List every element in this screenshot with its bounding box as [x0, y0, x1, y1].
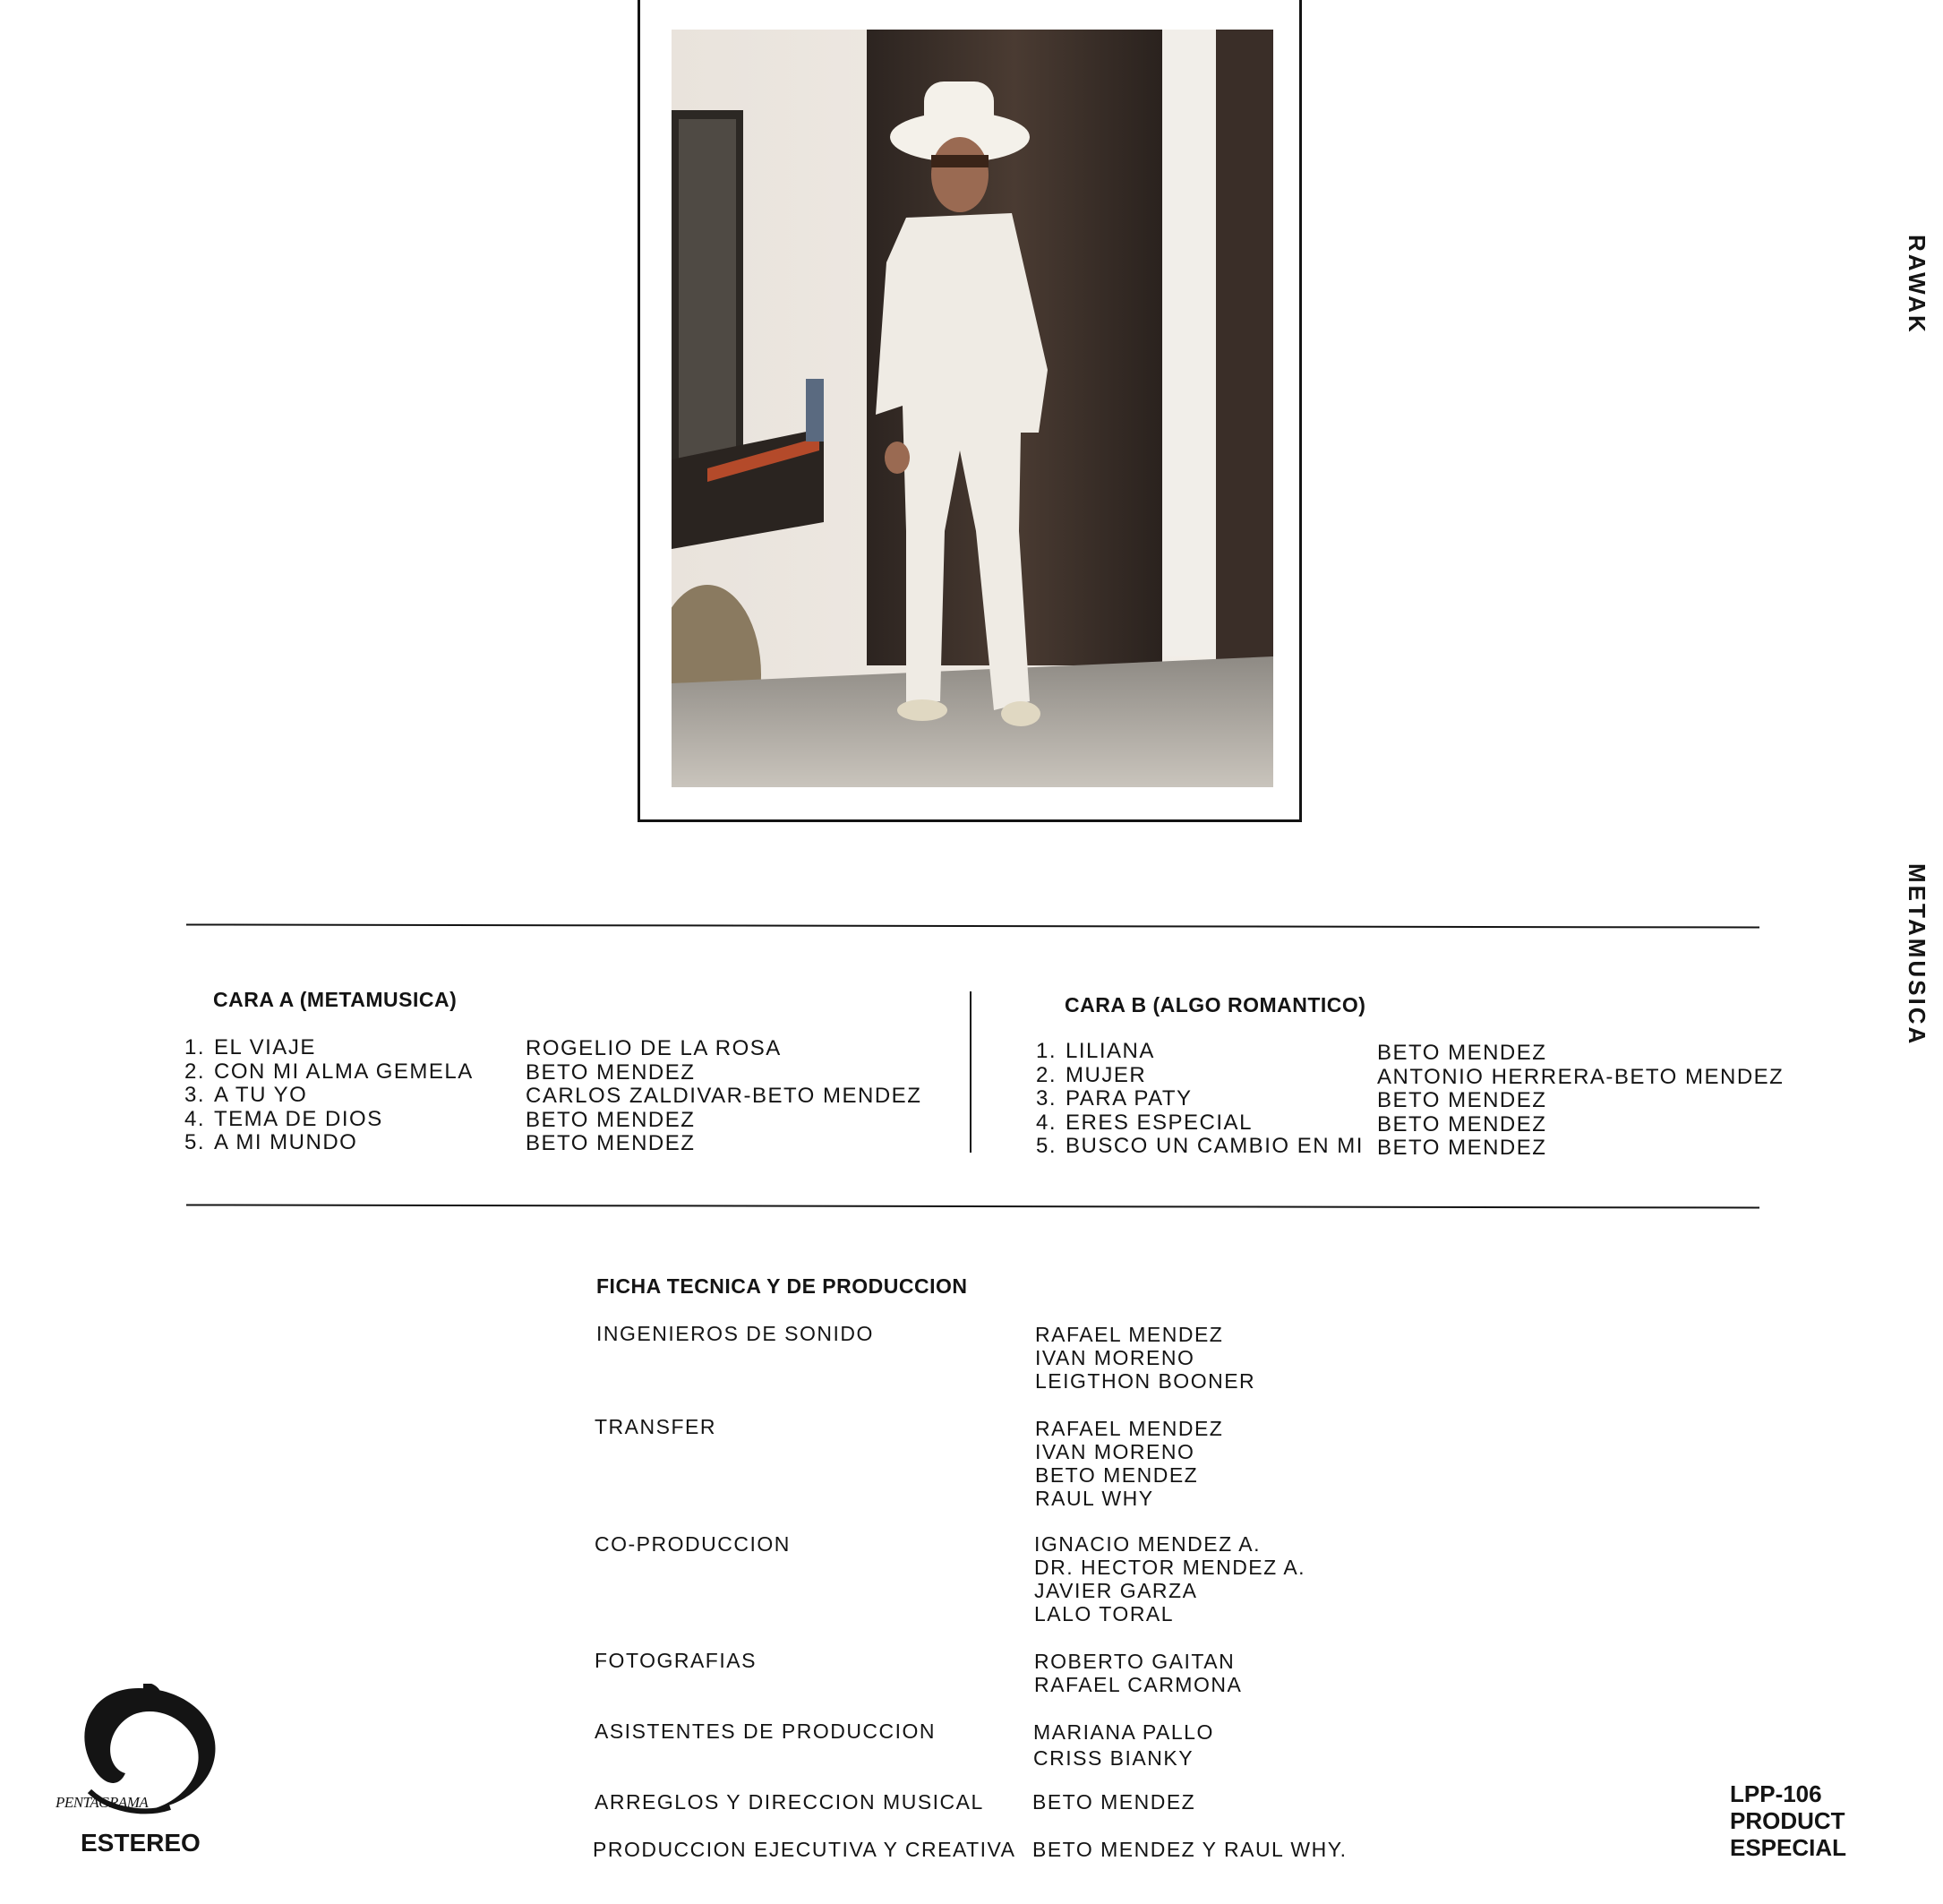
track-row: 5. A MI MUNDO	[184, 1130, 358, 1154]
side-b-composers	[1377, 1042, 1784, 1161]
credit-names: BETO MENDEZ Y RAUL WHY.	[1032, 1838, 1348, 1861]
format-label: ESTEREO	[81, 1829, 201, 1857]
catalog-block	[1730, 1780, 1934, 1861]
track-row: 3. A TU YO	[184, 1083, 308, 1107]
composer: BETO MENDEZ	[526, 1107, 696, 1132]
composer: ANTONIO HERRERA-BETO MENDEZ	[1377, 1064, 1785, 1089]
catalog-line: PRODUCT	[1730, 1807, 1845, 1834]
credit-role: FOTOGRAFIAS	[595, 1649, 757, 1672]
track-row: 5. BUSCO UN CAMBIO EN MI	[1036, 1134, 1364, 1158]
composer: BETO MENDEZ	[526, 1059, 696, 1085]
credit-role: ARREGLOS Y DIRECCION MUSICAL	[595, 1790, 984, 1814]
track-row: 3. PARA PATY	[1036, 1086, 1193, 1111]
track-title: LILIANA	[1066, 1039, 1155, 1063]
credit-role: PRODUCCION EJECUTIVA Y CREATIVA	[593, 1838, 1016, 1861]
composer: ROGELIO DE LA ROSA	[526, 1036, 782, 1060]
track-row: 4. TEMA DE DIOS	[184, 1106, 383, 1131]
composer: BETO MENDEZ	[1377, 1088, 1547, 1112]
track-title: BUSCO UN CAMBIO EN MI	[1066, 1134, 1364, 1158]
track-title: TEMA DE DIOS	[214, 1106, 383, 1131]
track-title: A TU YO	[214, 1083, 308, 1107]
logo-wordmark: PENTAGRAMA	[56, 1794, 149, 1811]
track-title: A MI MUNDO	[214, 1130, 358, 1154]
side-a-tracklist	[184, 1036, 474, 1155]
side-b-tracklist	[1036, 1040, 1364, 1159]
credit-names: MARIANA PALLO CRISS BIANKY	[1033, 1720, 1214, 1770]
divider-bottom	[186, 1204, 1759, 1208]
credits-title: FICHA TECNICA Y DE PRODUCCION	[596, 1274, 968, 1298]
credit-role: TRANSFER	[595, 1415, 716, 1438]
track-title: CON MI ALMA GEMELA	[214, 1059, 474, 1084]
credit-role: ASISTENTES DE PRODUCCION	[595, 1720, 937, 1743]
composer: BETO MENDEZ	[1377, 1041, 1547, 1065]
track-title: PARA PATY	[1066, 1086, 1193, 1111]
track-title: MUJER	[1066, 1062, 1147, 1087]
track-row: 1. EL VIAJE	[184, 1035, 316, 1059]
catalog-line: ESPECIAL	[1730, 1834, 1847, 1861]
track-row: 4. ERES ESPECIAL	[1036, 1110, 1253, 1135]
track-title: EL VIAJE	[214, 1035, 316, 1059]
track-title: ERES ESPECIAL	[1066, 1110, 1253, 1135]
side-b-title: CARA B (ALGO ROMANTICO)	[1065, 993, 1366, 1016]
side-a-title: CARA A (METAMUSICA)	[213, 988, 458, 1011]
credit-names: RAFAEL MENDEZ IVAN MORENO BETO MENDEZ RAUL WHY	[1035, 1417, 1224, 1510]
composer: BETO MENDEZ	[1377, 1111, 1547, 1136]
track-row: 1. LILIANA	[1036, 1039, 1155, 1063]
divider-sides	[970, 991, 972, 1153]
spine-artist: RAWAK	[1904, 235, 1930, 335]
credit-names: RAFAEL MENDEZ IVAN MORENO LEIGTHON BOONER	[1035, 1323, 1256, 1393]
credit-role: CO-PRODUCCION	[595, 1532, 791, 1556]
track-row: 2. MUJER	[1036, 1062, 1147, 1087]
cover-photo	[672, 30, 1273, 787]
composer: CARLOS ZALDIVAR-BETO MENDEZ	[526, 1084, 922, 1108]
catalog-number: LPP-106	[1730, 1780, 1822, 1807]
spine-album: METAMUSICA	[1904, 863, 1930, 1047]
credit-names: ROBERTO GAITAN RAFAEL CARMONA	[1034, 1650, 1243, 1696]
credit-role: INGENIEROS DE SONIDO	[596, 1322, 874, 1345]
composer: BETO MENDEZ	[1377, 1136, 1547, 1160]
composer: BETO MENDEZ	[526, 1131, 696, 1155]
divider-top	[186, 923, 1759, 928]
credit-names: BETO MENDEZ	[1032, 1790, 1196, 1814]
credit-names: IGNACIO MENDEZ A. DR. HECTOR MENDEZ A. JAVIER GARZA LALO TORAL	[1034, 1532, 1306, 1625]
track-row: 2. CON MI ALMA GEMELA	[184, 1059, 474, 1084]
side-a-composers	[526, 1037, 921, 1156]
